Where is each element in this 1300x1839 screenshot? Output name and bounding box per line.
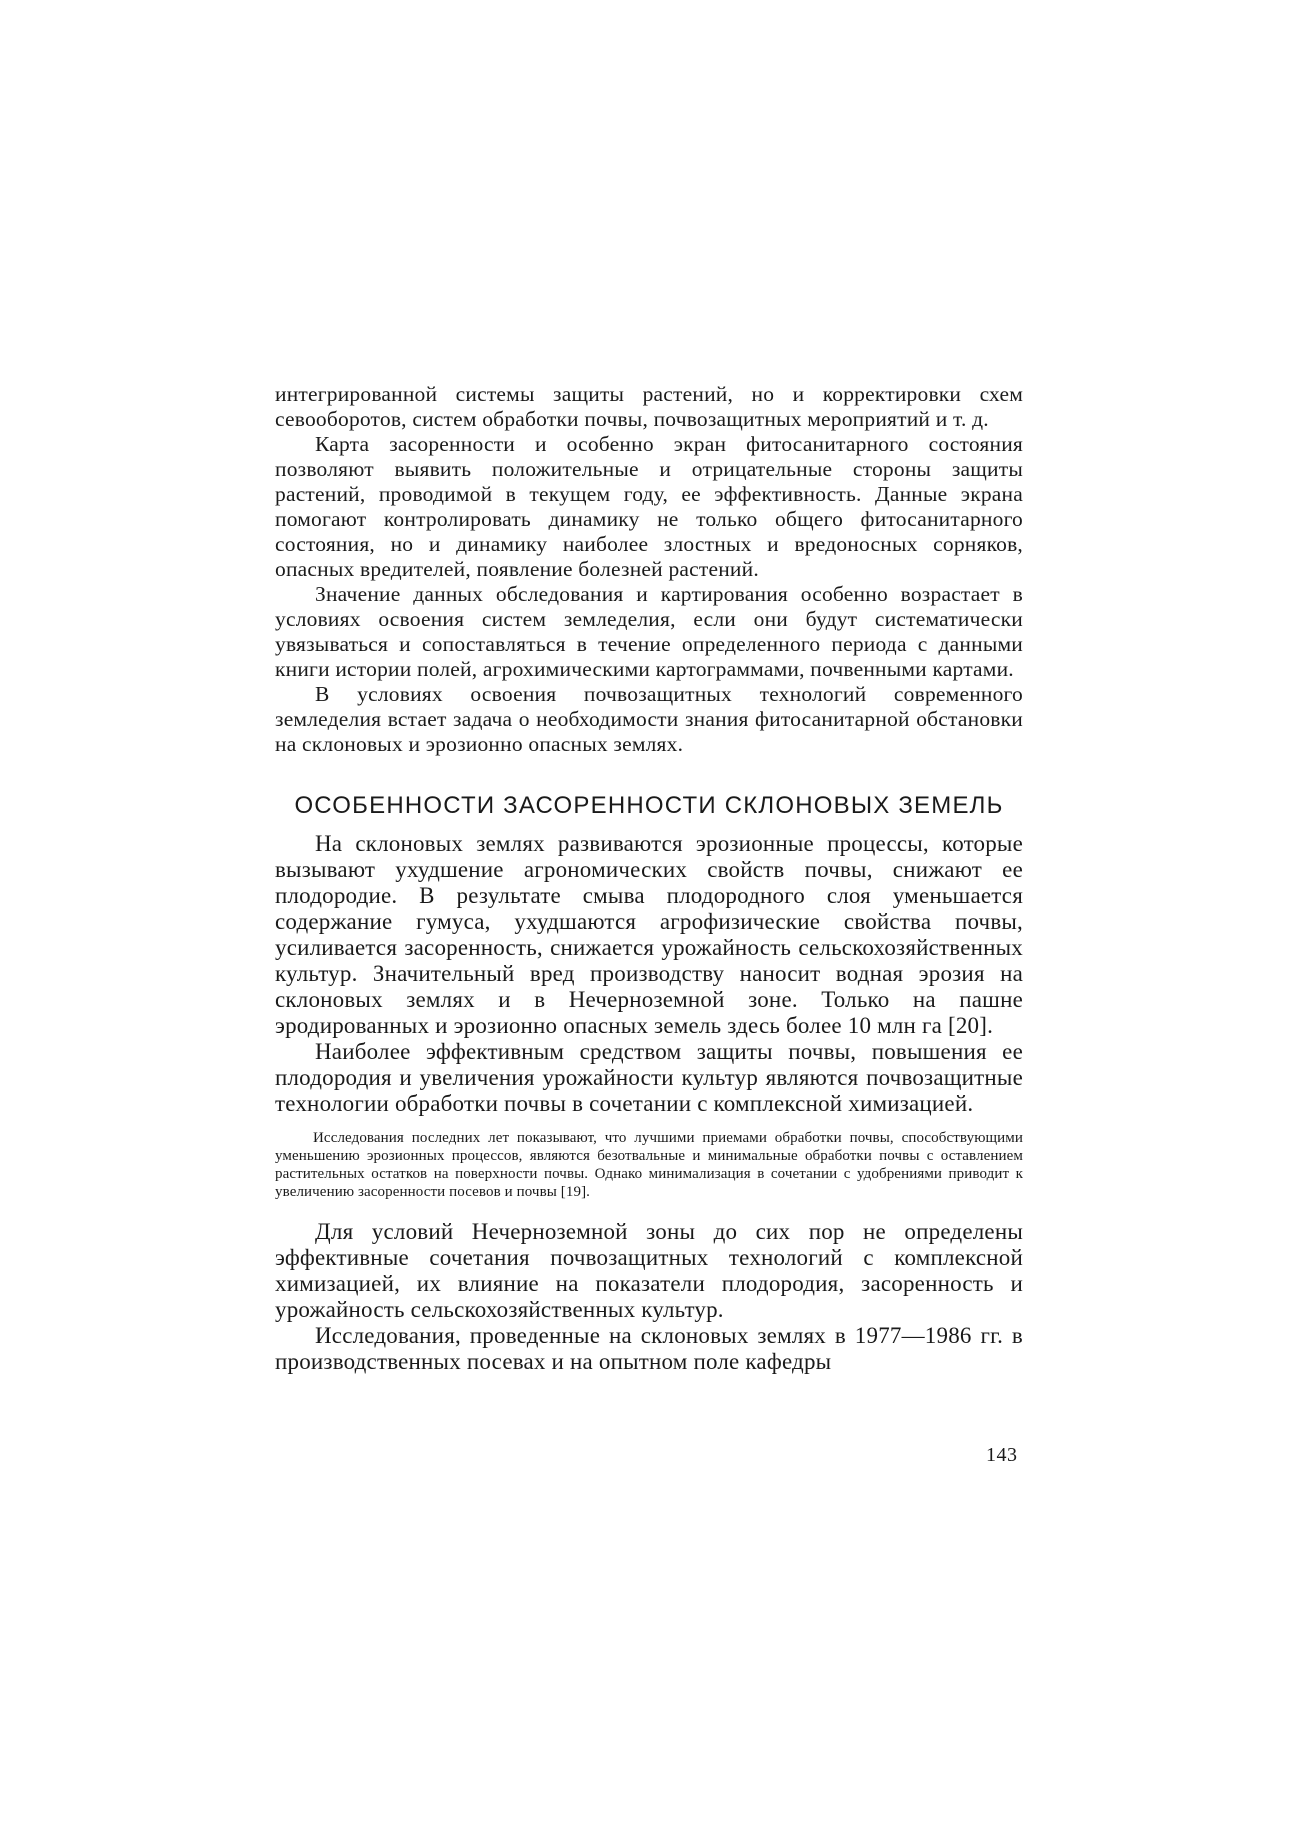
- footnote-research: Исследования последних лет показывают, что лучшими приемами обработки почвы, способствующими уменьшению эрозионных процессов, являются безотвальные и минимальные обработки почвы с оставлением растительных остатков на поверхности почвы. Однако минимализация в сочетании с удобрениями приводит к увеличению засоренности посевов и почвы [19].: [275, 1130, 1023, 1200]
- paragraph-continuation: интегрированной системы защиты растений, но и корректировки схем севооборотов, систем обработки почвы, почвозащитных мероприятий и т. д.: [275, 382, 1023, 431]
- page-text-block: [275, 382, 1023, 1375]
- paragraph-soil-protection: В условиях освоения почвозащитных технологий современного земледелия встает задача о необходимости знания фитосанитарной обстановки на склоновых и эрозионно опасных землях.: [275, 682, 1023, 756]
- page-number: 143: [986, 1444, 1018, 1466]
- paragraph-nonchernozem: Для условий Нечерноземной зоны до сих пор не определены эффективные сочетания почвозащитных технологий с комплексной химизацией, их влияние на показатели плодородия, засоренность и урожайность сельскохозяйственных культур.: [275, 1219, 1023, 1322]
- paragraph-effective-means: Наиболее эффективным средством защиты почвы, повышения ее плодородия и увеличения урожайности культур являются почвозащитные технологии обработки почвы в сочетании с комплексной химизацией.: [275, 1039, 1023, 1116]
- spacer: [275, 1201, 1023, 1219]
- paragraph-research-slopes: Исследования, проведенные на склоновых землях в 1977—1986 гг. в производственных посевах и на опытном поле кафедры: [275, 1323, 1023, 1374]
- paragraph-survey-data: Значение данных обследования и картирования особенно возрастает в условиях освоения систем земледелия, если они будут систематически увязываться и сопоставляться в течение определенного периода с данными книги истории полей, агрохимическими картограммами, почвенными картами.: [275, 582, 1023, 681]
- paragraph-weed-map: Карта засоренности и особенно экран фитосанитарного состояния позволяют выявить положительные и отрицательные стороны защиты растений, проводимой в текущем году, ее эффективность. Данные экрана помогают контролировать динамику не только общего фитосанитарного состояния, но и динамику наиболее злостных и вредоносных сорняков, опасных вредителей, появление болезней растений.: [275, 432, 1023, 581]
- spacer: [275, 1117, 1023, 1129]
- paragraph-erosion: На склоновых землях развиваются эрозионные процессы, которые вызывают ухудшение агрономических свойств почвы, снижают ее плодородие. В результате смыва плодородного слоя уменьшается содержание гумуса, ухудшаются агрофизические свойства почвы, усиливается засоренность, снижается урожайность сельскохозяйственных культур. Значительный вред производству наносит водная эрозия на склоновых землях и в Нечерноземной зоне. Только на пашне эродированных и эрозионно опасных земель здесь более 10 млн га [20].: [275, 831, 1023, 1038]
- section-heading: ОСОБЕННОСТИ ЗАСОРЕННОСТИ СКЛОНОВЫХ ЗЕМЕЛЬ: [294, 792, 1004, 819]
